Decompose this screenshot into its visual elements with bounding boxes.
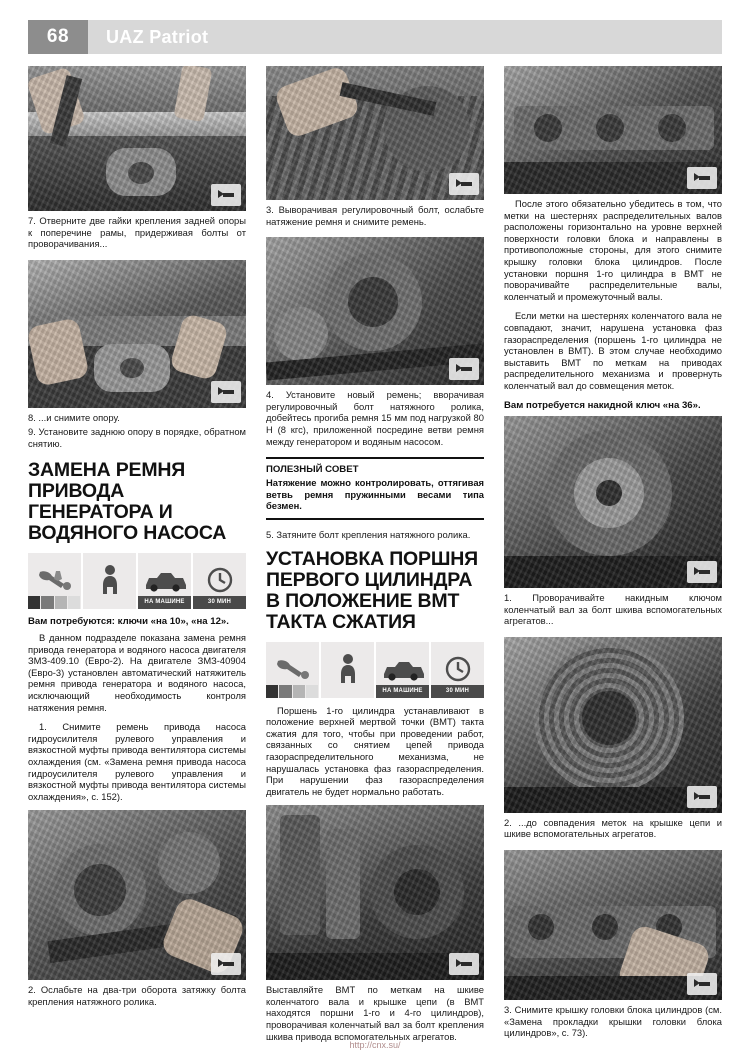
photo-loosen-belt [266, 66, 484, 200]
wrench-icon [211, 953, 241, 975]
car-icon-label: НА МАШИНЕ [138, 596, 191, 609]
photo-rear-mount-nuts [28, 66, 246, 211]
car-icon [138, 553, 191, 609]
icon-strip-belt [28, 553, 246, 609]
clock-icon [431, 642, 484, 698]
photo-install-new-belt [266, 237, 484, 385]
clock-icon-label: 30 МИН [193, 596, 246, 609]
paragraph-belt-step-1: 1. Снимите ремень привода насоса гидроусилителя рулевого управления и вязкостной муфты привода вентилятора системы охлаждения (см. «Замена ремня привода насоса гидроусилителя рулевого управления и вязкостной муфты привода вентилятора системы охлаждения», с. 152). [28, 721, 246, 802]
tool-needed-wrench-36: Вам потребуется накидной ключ «на 36». [504, 399, 701, 411]
tools-icon [28, 553, 81, 609]
caption-belt-step-3: 3. Выворачивая регулировочный болт, ослабьте натяжение ремня и снимите ремень. [266, 204, 484, 227]
person-icon [321, 642, 374, 698]
caption-step-8: 8. ...и снимите опору. [28, 411, 120, 423]
paragraph-piston-intro: Поршень 1-го цилиндра устанавливают в положение верхней мертвой точки (ВМТ) такта сжатия для того, чтобы при проведении работ, связанных со снятием цепей привода газораспределительного механизма, не нарушалась установка фаз газораспределения. При нарушении фаз газораспределения двигатель не будет нормально работать. [266, 704, 484, 797]
tools-icon [266, 642, 319, 698]
icon-strip-piston [266, 642, 484, 698]
caption-belt-step-5: 5. Затяните болт крепления натяжного ролика. [266, 528, 471, 540]
footer-url[interactable]: http://cnx.su/ [349, 1040, 401, 1050]
photo-remove-mount [28, 260, 246, 408]
photo-remove-head-cover [504, 850, 722, 1000]
caption-crank-step-2: 2. ...до совпадения меток на крышке цепи и шкиве вспомогательных агрегатов. [504, 816, 722, 840]
column-3 [504, 66, 722, 1049]
car-icon [376, 642, 429, 698]
tools-needed-line: Вам потребуются: ключи «на 10», «на 12». [28, 615, 229, 627]
person-icon [83, 553, 136, 609]
page-header [28, 20, 722, 54]
caption-step-7: 7. Отверните две гайки крепления задней опоры к поперечине рамы, придерживая болты от проворачивания... [28, 215, 246, 250]
section-heading-piston-tdc: УСТАНОВКА ПОРШНЯ ПЕРВОГО ЦИЛИНДРА В ПОЛОЖЕНИЕ ВМТ ТАКТА СЖАТИЯ [266, 547, 478, 633]
wrench-icon [449, 953, 479, 975]
page-number: 68 [28, 20, 88, 54]
photo-align-marks [504, 637, 722, 813]
column-2 [266, 66, 484, 1052]
caption-belt-step-4: 4. Установите новый ремень; вворачивая регулировочный болт натяжного ролика, добейтесь прогиба ремня 15 мм под нагрузкой 80 Н (8 кгс), приложенной посредине ветви ремня между генератором и водяным насосом. [266, 389, 484, 447]
page-title: UAZ Patriot [88, 20, 722, 54]
photo-tension-roller-bolt [28, 810, 246, 980]
paragraph-camshaft-check: После этого обязательно убедитесь в том, что метки на шестернях распределительных валов расположены горизонтально на уровне верхней поверхности головки блока и направлены в противоположные стороны, для этого снимите крышку головки блока цилиндров. После установки поршня 1-го цилиндра в ВМТ не поворачивайте распределительные валы, коленчатый и промежуточный валы. [504, 198, 722, 302]
wrench-icon [687, 786, 717, 808]
column-1 [28, 66, 246, 1018]
clock-icon-label: 30 МИН [431, 685, 484, 698]
caption-crank-step-3: 3. Снимите крышку головки блока цилиндров (см. «Замена прокладки крышки головки блока цилиндров», с. 73). [504, 1003, 722, 1039]
wrench-icon [687, 973, 717, 995]
paragraph-belt-intro: В данном подразделе показана замена ремня привода генератора и водяного насоса двигателя ЗМЗ-409.10 (Евро-2). На двигателе ЗМЗ-40904 (Евро-3) установлен автоматический натяжитель ремня привода генератора и водяного насоса, исключающий необходимость контроля натяжения ремня. [28, 632, 246, 713]
paragraph-marks-mismatch: Если метки на шестернях коленчатого вала не совпадают, значит, нарушена установка фаз газораспределения (поршень 1-го цилиндра не установлен в ВМТ). В этом случае необходимо выставить ВМТ по меткам на приводах распределительного механизма и провернуть коленчатый вал до совмещения меток. [504, 310, 722, 391]
caption-tdc-marks: Выставляйте ВМТ по меткам на шкиве коленчатого вала и крышке цепи (в ВМТ находятся поршни 1-го и 4-го цилиндров), проворачивая коленчатый вал за болт крепления шкива привода вспомогательных агрегатов. [266, 984, 484, 1042]
tip-box [266, 457, 484, 520]
wrench-icon [449, 358, 479, 380]
photo-turn-crankshaft [504, 416, 722, 588]
wrench-icon [449, 173, 479, 195]
section-heading-belt-replacement: ЗАМЕНА РЕМНЯ ПРИВОДА ГЕНЕРАТОРА И ВОДЯНОГО НАСОСА [28, 458, 227, 544]
wrench-icon [687, 167, 717, 189]
tip-body: Натяжение можно контролировать, оттягивая ветвь ремня пружинными весами типа безмен. [266, 477, 484, 512]
wrench-icon [211, 381, 241, 403]
wrench-icon [211, 184, 241, 206]
caption-belt-step-2: 2. Ослабьте на два-три оборота затяжку болта крепления натяжного ролика. [28, 984, 246, 1007]
wrench-icon [687, 561, 717, 583]
clock-icon [193, 553, 246, 609]
caption-crank-step-1: 1. Проворачивайте накидным ключом коленчатый вал за болт шкива вспомогательных агрегатов... [504, 592, 722, 627]
photo-tdc-marks [266, 805, 484, 980]
car-icon-label: НА МАШИНЕ [376, 685, 429, 698]
photo-camshaft-gears [504, 66, 722, 194]
tip-title: ПОЛЕЗНЫЙ СОВЕТ [266, 464, 359, 476]
caption-step-9: 9. Установите заднюю опору в порядке, обратном снятию. [28, 426, 246, 449]
